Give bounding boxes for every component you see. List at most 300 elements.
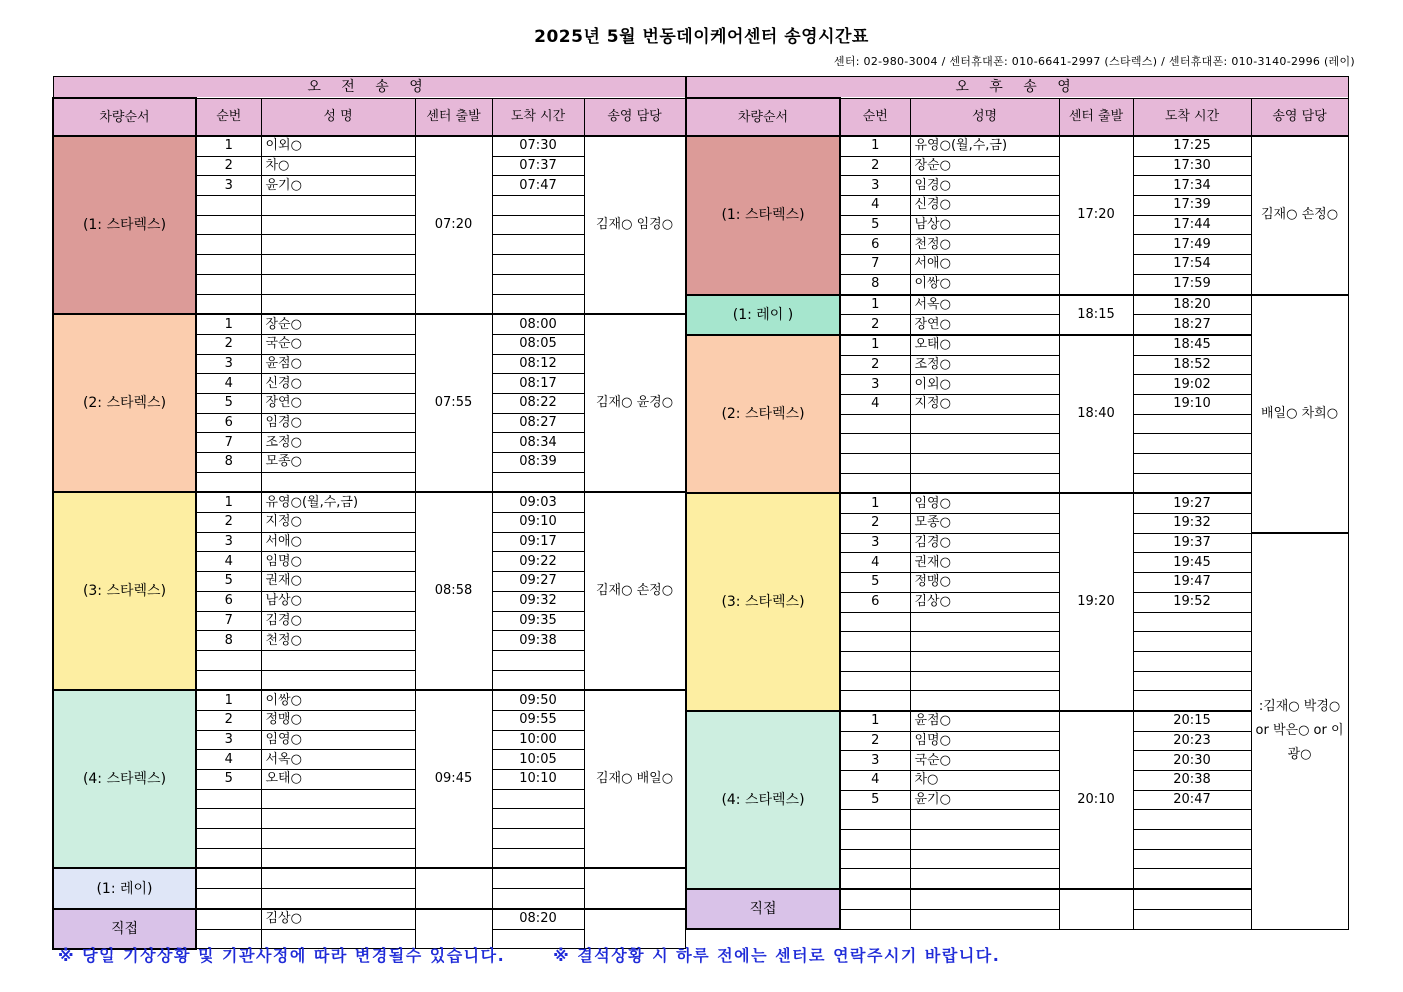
rider-num: 8 [840,274,910,294]
col-depart-header: 센터 출발 [1059,98,1133,136]
rider-num: 5 [196,572,261,592]
section-header-row [53,77,685,99]
rider-num [840,810,910,830]
rider-name: 천정○ [261,631,415,651]
rider-num [196,789,261,809]
arrive-time [1133,830,1251,850]
table-row [53,492,685,512]
rider-name: 신경○ [910,196,1059,216]
rider-name [910,454,1059,474]
rider-name [910,651,1059,671]
rider-num: 5 [196,770,261,790]
rider-name: 윤기○ [910,790,1059,810]
arrive-time [1133,651,1251,671]
rider-name [910,849,1059,869]
arrive-time [492,789,584,809]
rider-num: 7 [196,611,261,631]
rider-num: 2 [196,156,261,176]
arrive-time: 19:45 [1133,553,1251,573]
rider-name [910,691,1059,711]
rider-num [840,612,910,632]
rider-num: 1 [840,335,910,355]
arrive-time: 09:55 [492,710,584,730]
rider-num: 3 [840,751,910,771]
rider-name [261,789,415,809]
rider-name: 윤점○ [261,354,415,374]
rider-name: 이쌍○ [910,274,1059,294]
page-title: 2025년 5월 번동데이케어센터 송영시간표 [534,27,869,47]
rider-name: 윤점○ [910,711,1059,731]
rider-num: 4 [840,553,910,573]
arrive-time: 17:39 [1133,196,1251,216]
arrive-time: 09:27 [492,572,584,592]
rider-name [261,848,415,868]
rider-name: 장순○ [910,156,1059,176]
col-vehicle-header: 차량순서 [53,98,196,136]
rider-num: 5 [840,215,910,235]
arrive-time: 18:52 [1133,355,1251,375]
rider-num: 2 [196,710,261,730]
rider-name: 서옥○ [910,295,1059,315]
rider-name [910,889,1059,909]
rider-num [840,434,910,454]
rider-num [840,671,910,691]
rider-num: 3 [196,354,261,374]
rider-num: 1 [840,493,910,513]
rider-name [261,235,415,255]
rider-name: 임영○ [261,730,415,750]
arrive-time [492,255,584,275]
rider-name [261,274,415,294]
staff-names: :김재○ 박경○ or 박은○ or 이광○ [1251,533,1348,929]
vehicle-label: (4: 스타렉스) [686,711,840,889]
rider-name: 국순○ [910,751,1059,771]
rider-name: 차○ [261,156,415,176]
footer-note-weather: ※ 당일 기상상황 및 기관사정에 따라 변경될수 있습니다. [58,946,506,965]
table-row [686,136,1348,156]
rider-name: 조정○ [261,433,415,453]
rider-num [840,691,910,711]
rider-name: 정맹○ [910,573,1059,593]
arrive-time [492,215,584,235]
rider-name: 권재○ [910,553,1059,573]
rider-num: 4 [840,196,910,216]
arrive-time [1133,810,1251,830]
arrive-time: 18:20 [1133,295,1251,315]
rider-num: 1 [840,295,910,315]
rider-name [261,196,415,216]
rider-num: 4 [840,771,910,791]
rider-num [840,414,910,434]
arrive-time: 17:49 [1133,235,1251,255]
rider-name [910,671,1059,691]
rider-num: 6 [196,591,261,611]
rider-num [840,909,910,929]
vehicle-label: (4: 스타렉스) [53,690,196,868]
depart-time: 07:20 [415,136,492,314]
rider-num: 7 [196,433,261,453]
rider-name: 장연○ [910,315,1059,335]
rider-num [840,889,910,909]
rider-num [196,294,261,314]
table-row [686,493,1348,513]
arrive-time: 20:23 [1133,731,1251,751]
arrive-time [1133,414,1251,434]
rider-name: 장연○ [261,393,415,413]
arrive-time [492,472,584,492]
rider-name [910,414,1059,434]
rider-name [261,829,415,849]
rider-name: 조정○ [910,355,1059,375]
table-row [53,909,685,929]
rider-num [840,849,910,869]
col-vehicle-header: 차량순서 [686,98,840,136]
arrive-time: 19:02 [1133,375,1251,395]
arrive-time [1133,909,1251,929]
rider-num: 2 [840,156,910,176]
rider-name [910,810,1059,830]
rider-name [261,472,415,492]
rider-name: 유영○(월,수,금) [261,492,415,512]
rider-num: 4 [196,750,261,770]
rider-num [196,909,261,929]
col-staff-header: 송영 담당 [1251,98,1348,136]
table-row [53,868,685,888]
rider-name [910,909,1059,929]
col-name-header: 성 명 [261,98,415,136]
rider-num [196,670,261,690]
staff-names: 김재○ 배일○ [584,690,685,868]
vehicle-label: (1: 레이 ) [686,295,840,335]
rider-name: 오태○ [261,770,415,790]
rider-name: 임경○ [261,413,415,433]
arrive-time: 18:45 [1133,335,1251,355]
arrive-time [492,829,584,849]
arrive-time: 19:37 [1133,533,1251,553]
arrive-time [1133,434,1251,454]
rider-name: 김경○ [261,611,415,631]
vehicle-label: (3: 스타렉스) [686,493,840,711]
arrive-time [492,650,584,670]
depart-time [415,868,492,908]
rider-num [196,889,261,909]
rider-name [261,215,415,235]
rider-name: 신경○ [261,374,415,394]
table-row [53,314,685,334]
arrive-time [1133,473,1251,493]
rider-num: 3 [196,176,261,196]
arrive-time: 08:12 [492,354,584,374]
arrive-time: 20:30 [1133,751,1251,771]
rider-name [910,434,1059,454]
rider-num: 2 [840,315,910,335]
arrive-time: 17:30 [1133,156,1251,176]
rider-name: 남상○ [261,591,415,611]
rider-num [840,651,910,671]
rider-name: 임경○ [910,176,1059,196]
rider-name: 임영○ [910,493,1059,513]
rider-name [261,889,415,909]
rider-num: 3 [196,730,261,750]
rider-name [910,612,1059,632]
pm-schedule-table [685,76,1349,930]
arrive-time [492,670,584,690]
arrive-time [492,809,584,829]
arrive-time: 19:32 [1133,514,1251,534]
depart-time: 08:58 [415,492,492,690]
table-row [686,711,1348,731]
rider-num: 5 [840,790,910,810]
vehicle-label: (1: 레이) [53,868,196,908]
col-num-header: 순번 [196,98,261,136]
rider-num [196,650,261,670]
staff-names: 김재○ 임경○ [584,136,685,314]
rider-num [196,215,261,235]
arrive-time: 09:38 [492,631,584,651]
staff-names: 김재○ 손정○ [584,492,685,690]
rider-name: 유영○(월,수,금) [910,136,1059,156]
rider-num: 1 [840,711,910,731]
table-row [686,335,1348,355]
rider-num [840,830,910,850]
rider-name: 정맹○ [261,710,415,730]
rider-num [840,632,910,652]
rider-num: 3 [840,375,910,395]
table-row [53,136,685,156]
rider-name [910,473,1059,493]
arrive-time: 09:10 [492,513,584,533]
arrive-time [492,868,584,888]
vehicle-label: (2: 스타렉스) [53,314,196,492]
rider-num: 6 [840,592,910,612]
rider-name: 김상○ [261,909,415,929]
rider-num [196,848,261,868]
rider-name: 윤기○ [261,176,415,196]
arrive-time: 08:39 [492,453,584,473]
rider-name [261,255,415,275]
arrive-time [1133,612,1251,632]
arrive-time [1133,889,1251,909]
rider-name [910,632,1059,652]
depart-time [1059,889,1133,929]
rider-num: 8 [196,453,261,473]
rider-num [196,274,261,294]
col-num-header: 순번 [840,98,910,136]
arrive-time: 08:20 [492,909,584,929]
arrive-time: 19:47 [1133,573,1251,593]
rider-num: 3 [840,176,910,196]
rider-num: 2 [840,731,910,751]
arrive-time [492,848,584,868]
rider-name [910,830,1059,850]
arrive-time: 20:47 [1133,790,1251,810]
rider-num: 3 [196,532,261,552]
am-schedule-table [52,76,686,950]
rider-num: 2 [196,334,261,354]
rider-num [196,235,261,255]
arrive-time: 19:10 [1133,394,1251,414]
vehicle-label: 직접 [686,889,840,929]
col-staff-header: 송영 담당 [584,98,685,136]
arrive-time: 20:15 [1133,711,1251,731]
vehicle-label: 직접 [53,909,196,949]
rider-name: 천정○ [910,235,1059,255]
arrive-time [1133,454,1251,474]
rider-name: 이쌍○ [261,690,415,710]
rider-name: 서애○ [261,532,415,552]
arrive-time: 07:47 [492,176,584,196]
footer-note-absence: ※ 결석상황 시 하루 전에는 센터로 연락주시기 바랍니다. [553,946,1001,965]
arrive-time: 08:34 [492,433,584,453]
arrive-time: 19:27 [1133,493,1251,513]
table-row [53,690,685,710]
arrive-time: 10:00 [492,730,584,750]
rider-num: 2 [840,514,910,534]
arrive-time: 17:25 [1133,136,1251,156]
arrive-time: 17:54 [1133,255,1251,275]
rider-num [196,868,261,888]
rider-num: 5 [840,573,910,593]
arrive-time [1133,691,1251,711]
arrive-time [1133,869,1251,889]
arrive-time [1133,849,1251,869]
arrive-time [492,889,584,909]
arrive-time [1133,632,1251,652]
arrive-time: 17:44 [1133,215,1251,235]
rider-name: 김상○ [910,592,1059,612]
depart-time: 20:10 [1059,711,1133,889]
arrive-time: 09:03 [492,492,584,512]
vehicle-label: (2: 스타렉스) [686,335,840,494]
column-header-row [53,98,685,136]
rider-name: 모종○ [261,453,415,473]
arrive-time: 07:37 [492,156,584,176]
rider-num: 8 [196,631,261,651]
arrive-time: 10:10 [492,770,584,790]
rider-name [261,650,415,670]
rider-num: 1 [840,136,910,156]
arrive-time: 08:00 [492,314,584,334]
rider-name: 오태○ [910,335,1059,355]
rider-name: 지정○ [261,513,415,533]
arrive-time: 08:17 [492,374,584,394]
rider-name: 지정○ [910,394,1059,414]
rider-num: 1 [196,314,261,334]
rider-name [261,294,415,314]
staff-names: 김재○ 손정○ [1251,136,1348,295]
rider-num: 6 [840,235,910,255]
rider-num: 4 [840,394,910,414]
arrive-time [492,294,584,314]
rider-name [910,869,1059,889]
arrive-time: 07:30 [492,136,584,156]
rider-name [261,809,415,829]
rider-num: 4 [196,374,261,394]
rider-name: 임명○ [910,731,1059,751]
arrive-time: 18:27 [1133,315,1251,335]
rider-name: 권재○ [261,572,415,592]
rider-num: 4 [196,552,261,572]
table-row [686,295,1348,315]
col-name-header: 성명 [910,98,1059,136]
rider-name: 장순○ [261,314,415,334]
rider-num [196,196,261,216]
section-title: 오 전 송 영 [53,77,685,99]
staff-names: 배일○ 차희○ [1251,295,1348,534]
arrive-time: 08:22 [492,393,584,413]
rider-name: 서애○ [910,255,1059,275]
depart-time: 07:55 [415,314,492,492]
depart-time: 09:45 [415,690,492,868]
arrive-time: 09:50 [492,690,584,710]
depart-time: 18:40 [1059,335,1133,494]
rider-name: 이외○ [910,375,1059,395]
rider-num: 2 [196,513,261,533]
rider-name [261,868,415,888]
rider-num: 1 [196,492,261,512]
rider-name: 서옥○ [261,750,415,770]
rider-name: 모종○ [910,514,1059,534]
rider-num [196,472,261,492]
rider-name: 임명○ [261,552,415,572]
footer-notes [58,943,1000,966]
rider-num: 1 [196,136,261,156]
vehicle-label: (1: 스타렉스) [53,136,196,314]
staff-names [584,868,685,908]
arrive-time: 17:34 [1133,176,1251,196]
arrive-time: 09:32 [492,591,584,611]
arrive-time: 20:38 [1133,771,1251,791]
rider-name: 이외○ [261,136,415,156]
rider-num: 3 [840,533,910,553]
vehicle-label: (1: 스타렉스) [686,136,840,295]
arrive-time: 19:52 [1133,592,1251,612]
rider-name: 남상○ [910,215,1059,235]
rider-num: 6 [196,413,261,433]
arrive-time: 08:27 [492,413,584,433]
rider-num: 5 [196,393,261,413]
arrive-time: 08:05 [492,334,584,354]
table-row [686,889,1348,909]
col-depart-header: 센터 출발 [415,98,492,136]
rider-name: 국순○ [261,334,415,354]
arrive-time: 09:35 [492,611,584,631]
arrive-time: 09:22 [492,552,584,572]
arrive-time [492,235,584,255]
depart-time: 19:20 [1059,493,1133,711]
arrive-time [492,196,584,216]
rider-num: 2 [840,355,910,375]
arrive-time: 17:59 [1133,274,1251,294]
rider-num [840,473,910,493]
rider-name: 김경○ [910,533,1059,553]
staff-names: 김재○ 윤경○ [584,314,685,492]
rider-num: 7 [840,255,910,275]
rider-num: 1 [196,690,261,710]
column-header-row [686,98,1348,136]
col-arrive-header: 도착 시간 [1133,98,1251,136]
depart-time: 17:20 [1059,136,1133,295]
vehicle-label: (3: 스타렉스) [53,492,196,690]
arrive-time: 10:05 [492,750,584,770]
arrive-time [492,274,584,294]
arrive-time [1133,671,1251,691]
arrive-time: 09:17 [492,532,584,552]
rider-name: 차○ [910,771,1059,791]
rider-num [196,255,261,275]
section-header-row [686,77,1348,99]
contact-info: 센터: 02-980-3004 / 센터휴대폰: 010-6641-2997 (스타렉스) / 센터휴대폰: 010-3140-2996 (레이) [833,55,1355,68]
